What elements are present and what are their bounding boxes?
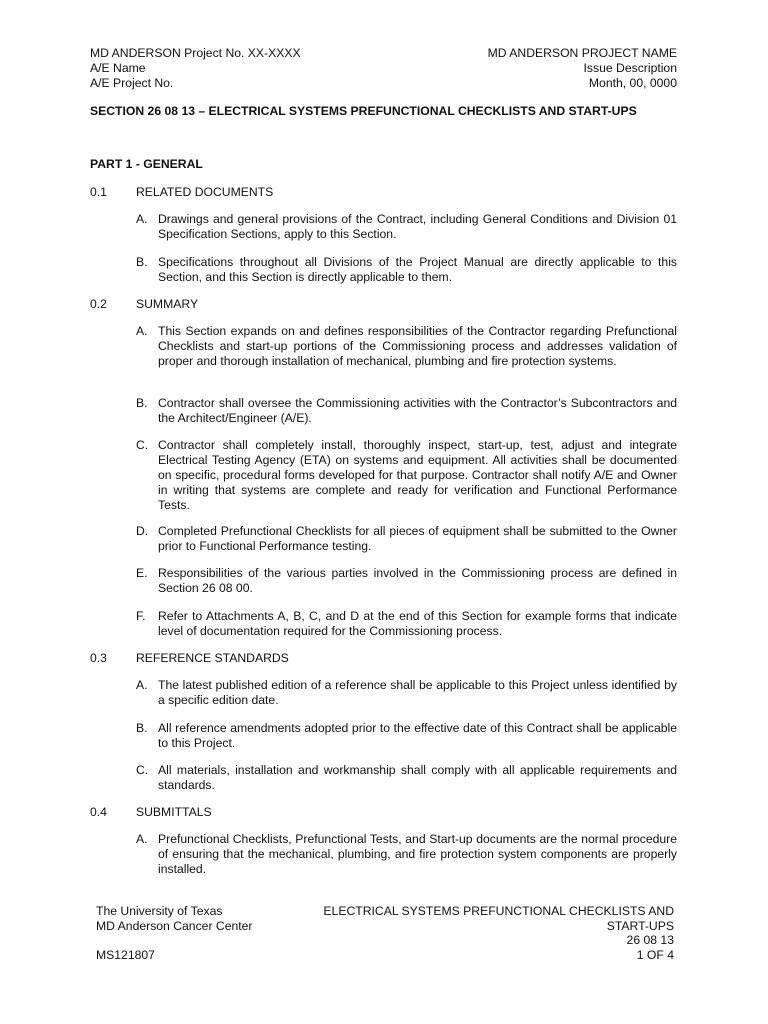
header-ae-name: A/E Name: [90, 61, 146, 75]
item-letter: B.: [136, 255, 148, 269]
item-letter: B.: [136, 396, 148, 410]
section-heading: SUMMARY: [136, 297, 199, 311]
footer-institution: The University of Texas: [96, 904, 223, 918]
section-number: 0.4: [90, 805, 107, 819]
item-text: Drawings and general provisions of the Contract, including General Conditions and Division 01 Specification Sections, apply to this Section.: [158, 212, 677, 241]
header-project-no: MD ANDERSON Project No. XX-XXXX: [90, 46, 301, 60]
section-heading: REFERENCE STANDARDS: [136, 651, 289, 665]
list-item: [136, 438, 677, 513]
list-item: [136, 324, 677, 369]
item-text: All reference amendments adopted prior to the effective date of this Contract shall be applicable to this Project.: [158, 721, 677, 750]
header-issue-description: Issue Description: [583, 61, 677, 75]
item-letter: B.: [136, 721, 148, 735]
item-text: All materials, installation and workmanship shall comply with all applicable requirements and standards.: [158, 763, 677, 792]
item-text: Contractor shall oversee the Commissioning activities with the Contractor’s Subcontractors and the Architect/Engineer (A/E).: [158, 396, 677, 425]
footer-section-number: 26 08 13: [626, 933, 674, 947]
section-number: 0.1: [90, 185, 107, 199]
header-ae-project-no: A/E Project No.: [90, 76, 174, 90]
header-project-name: MD ANDERSON PROJECT NAME: [487, 46, 677, 60]
part-title: PART 1 - GENERAL: [90, 157, 203, 171]
item-text: The latest published edition of a reference shall be applicable to this Project unless identified by a specific edition date.: [158, 678, 677, 707]
item-letter: A.: [136, 324, 148, 338]
item-letter: C.: [136, 438, 149, 452]
section-number: 0.3: [90, 651, 107, 665]
list-item: [136, 212, 677, 242]
item-text: Specifications throughout all Divisions of the Project Manual are directly applicable to this Section, and this Section is directly applicable to them.: [158, 255, 677, 284]
footer-section-title: ELECTRICAL SYSTEMS PREFUNCTIONAL CHECKLISTS AND: [323, 904, 674, 918]
footer-doc-id: MS121807: [96, 948, 155, 962]
item-letter: F.: [136, 609, 146, 623]
item-letter: A.: [136, 832, 148, 846]
section-number: 0.2: [90, 297, 107, 311]
footer-section-title-cont: START-UPS: [606, 919, 674, 933]
footer-page-number: 1 OF 4: [636, 948, 674, 962]
section-heading: SUBMITTALS: [136, 805, 212, 819]
list-item: [136, 396, 677, 426]
item-letter: A.: [136, 212, 148, 226]
item-text: This Section expands on and defines responsibilities of the Contractor regarding Prefunctional Checklists and start-up portions of the Commissioning process and addresses validation of proper and thorough installation of mechanical, plumbing and fire protection systems.: [158, 324, 677, 368]
item-letter: E.: [136, 566, 148, 580]
list-item: [136, 763, 677, 793]
item-text: Prefunctional Checklists, Prefunctional Tests, and Start-up documents are the normal procedure of ensuring that the mechanical, plumbing, and fire protection system components are properly installed.: [158, 832, 677, 876]
item-text: Completed Prefunctional Checklists for all pieces of equipment shall be submitted to the Owner prior to Functional Performance testing.: [158, 524, 677, 553]
footer-center: MD Anderson Cancer Center: [96, 919, 253, 933]
item-text: Responsibilities of the various parties involved in the Commissioning process are defined in Section 26 08 00.: [158, 566, 677, 595]
list-item: [136, 255, 677, 285]
section-title: SECTION 26 08 13 – ELECTRICAL SYSTEMS PREFUNCTIONAL CHECKLISTS AND START-UPS: [90, 104, 637, 118]
list-item: [136, 524, 677, 554]
list-item: [136, 566, 677, 596]
item-letter: D.: [136, 524, 149, 538]
section-heading: RELATED DOCUMENTS: [136, 185, 274, 199]
list-item: [136, 609, 677, 639]
list-item: [136, 678, 677, 708]
item-letter: C.: [136, 763, 149, 777]
list-item: [136, 721, 677, 751]
item-letter: A.: [136, 678, 148, 692]
item-text: Contractor shall completely install, thoroughly inspect, start-up, test, adjust and integrate Electrical Testing Agency (ETA) on systems and equipment. All activities shall be documented on specific, procedural forms developed for that purpose. Contractor shall notify A/E and Owner in writing that systems are complete and ready for verification and Functional Performance Tests.: [158, 438, 677, 512]
list-item: [136, 832, 677, 877]
item-text: Refer to Attachments A, B, C, and D at the end of this Section for example forms that indicate level of documentation required for the Commissioning process.: [158, 609, 677, 638]
header-issue-date: Month, 00, 0000: [588, 76, 677, 90]
